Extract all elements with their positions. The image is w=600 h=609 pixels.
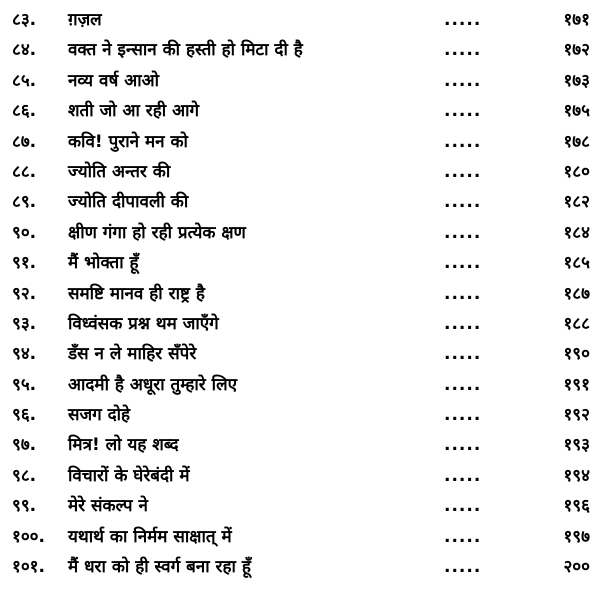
entry-number: ९७. [12,435,37,456]
entry-title: मित्र! लो यह शब्द [68,435,179,456]
page-number: १९१ [563,374,590,395]
entry-title: ज्योति दीपावली की [68,192,189,213]
entry-title: विचारों के घेरेबंदी में [68,465,190,486]
entry-title: यथार्थ का निर्मम साक्षात् में [68,526,232,547]
page-number: १८८ [563,313,590,334]
entry-number: ९९. [12,496,37,517]
toc-row [0,187,600,217]
page-number: १९४ [563,465,590,486]
entry-title: क्षीण गंगा हो रही प्रत्येक क्षण [68,222,246,243]
entry-number: ९४. [12,344,37,365]
toc-row [0,157,600,187]
toc-row [0,461,600,491]
page-number: १९६ [563,496,590,517]
toc-row [0,5,600,35]
entry-number: ८३. [12,10,37,30]
page-number: १९२ [563,405,590,426]
entry-number: ८७. [12,131,37,152]
entry-number: ८८. [12,161,37,182]
entry-title: डँस न ले माहिर सँपेरे [68,344,197,365]
entry-number: ९८. [12,465,37,486]
page-number: १८४ [563,222,590,243]
toc-row [0,279,600,309]
dot-leader: ..... [444,313,482,334]
toc-row [0,522,600,552]
toc-row [0,370,600,400]
toc-row [0,66,600,96]
toc-row [0,218,600,248]
dot-leader: ..... [444,496,482,517]
dot-leader: ..... [444,222,482,243]
dot-leader: ..... [444,557,482,578]
toc-row [0,491,600,521]
dot-leader: ..... [444,435,482,456]
dot-leader: ..... [444,40,482,61]
entry-number: १०१. [12,557,45,578]
entry-number: ८५. [12,70,37,91]
dot-leader: ..... [444,161,482,182]
toc-row [0,339,600,369]
entry-number: ८९. [12,192,37,213]
page-number: १७८ [563,131,590,152]
page-number: १९० [563,344,590,365]
dot-leader: ..... [444,344,482,365]
page-number: १८२ [563,192,590,213]
page-number: १९७ [563,526,590,547]
dot-leader: ..... [444,374,482,395]
page-number: १७१ [563,10,590,30]
toc-row [0,96,600,126]
dot-leader: ..... [444,283,482,304]
toc-row [0,127,600,157]
entry-title: वक्त ने इन्सान की हस्ती हो मिटा दी है [68,40,303,61]
page-number: १७२ [563,40,590,61]
dot-leader: ..... [444,192,482,213]
table-of-contents [0,5,600,582]
dot-leader: ..... [444,131,482,152]
entry-number: ९३. [12,313,37,334]
entry-title: ग़ज़ल [68,10,102,30]
page-number: १८० [563,161,590,182]
dot-leader: ..... [444,465,482,486]
page-number: १७५ [563,101,590,122]
dot-leader: ..... [444,405,482,426]
toc-row [0,552,600,582]
entry-title: मैं भोक्ता हूँ [68,253,139,274]
toc-row [0,309,600,339]
dot-leader: ..... [444,526,482,547]
page-number: १९३ [563,435,590,456]
dot-leader: ..... [444,10,482,30]
entry-number: ८६. [12,101,37,122]
entry-number: ८४. [12,40,37,61]
entry-number: ९६. [12,405,37,426]
entry-number: १००. [12,526,45,547]
entry-title: कवि! पुराने मन को [68,131,188,152]
entry-title: मैं धरा को ही स्वर्ग बना रहा हूँ [68,557,251,578]
toc-row [0,35,600,65]
entry-title: आदमी है अधूरा तुम्हारे लिए [68,374,238,395]
entry-title: ज्योति अन्तर की [68,161,171,182]
toc-row [0,248,600,278]
entry-title: समष्टि मानव ही राष्ट्र है [68,283,205,304]
page-number: १८५ [563,253,590,274]
entry-title: नव्य वर्ष आओ [68,70,159,91]
toc-row [0,430,600,460]
dot-leader: ..... [444,253,482,274]
entry-number: ९१. [12,253,37,274]
entry-title: विध्वंसक प्रश्न थम जाएँगे [68,313,219,334]
dot-leader: ..... [444,101,482,122]
entry-title: मेरे संकल्प ने [68,496,148,517]
page-number: १७३ [563,70,590,91]
dot-leader: ..... [444,70,482,91]
entry-title: सजग दोहे [68,405,131,426]
page-number: २०० [563,557,590,578]
entry-number: ९५. [12,374,37,395]
page-number: १८७ [563,283,590,304]
entry-title: शती जो आ रही आगे [68,101,200,122]
toc-row [0,400,600,430]
entry-number: ९०. [12,222,37,243]
entry-number: ९२. [12,283,37,304]
